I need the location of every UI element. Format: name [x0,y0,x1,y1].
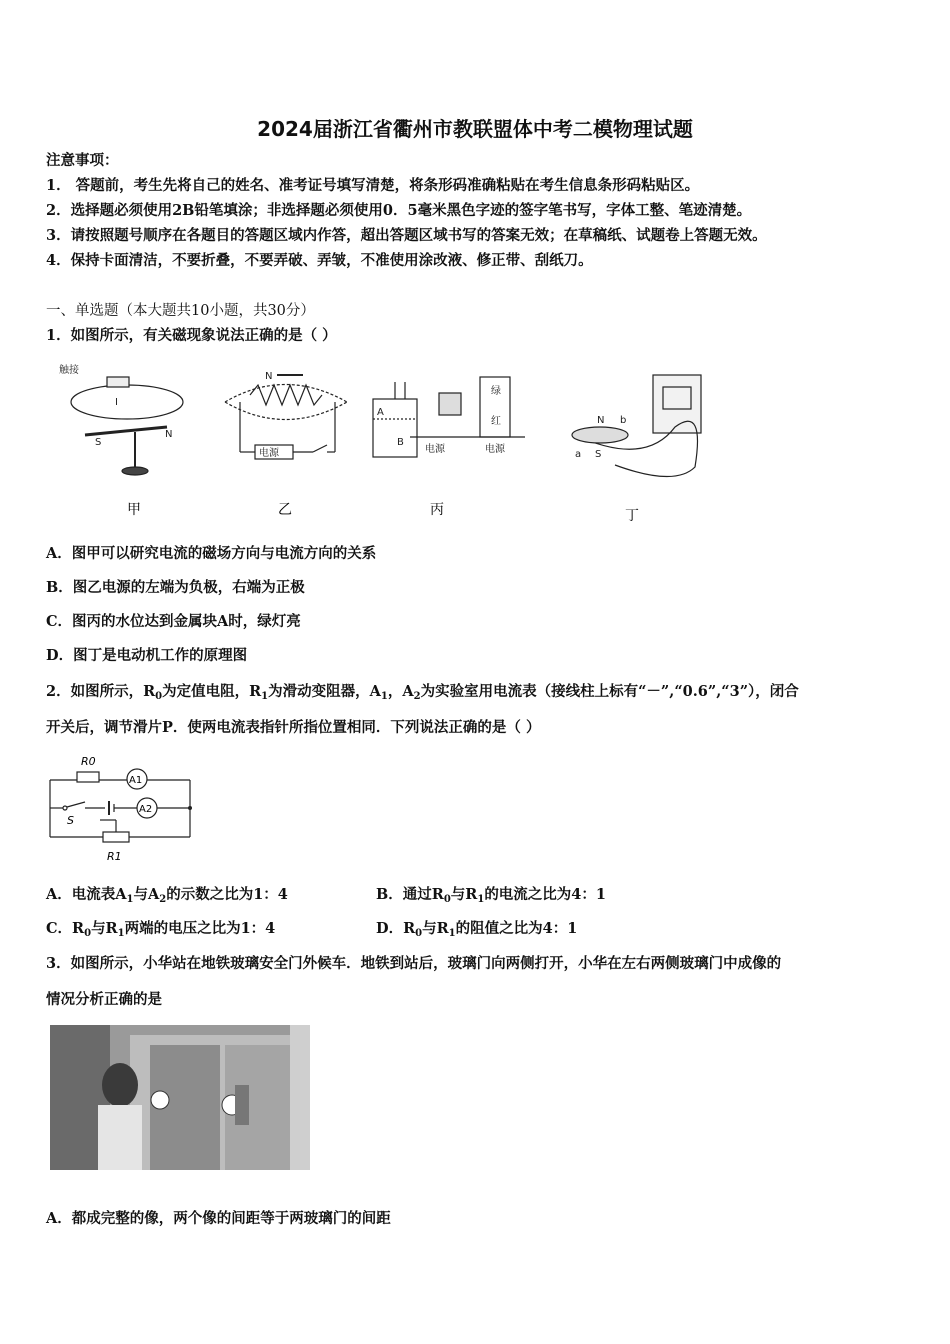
svg-text:I: I [115,397,118,408]
q1-option-c: C．图丙的水位达到金属块A时，绿灯亮 [46,613,301,630]
svg-text:绿: 绿 [491,386,501,397]
notice-item: 2．选择题必须使用2B铅笔填涂；非选择题必须使用0．5毫米黑色字迹的签字笔书写，字体工整、笔迹清楚。 [46,202,752,219]
svg-text:电源: 电源 [259,448,279,459]
notice-item: 1． 答题前，考生先将自己的姓名、准考证号填写清楚，将条形码准确粘贴在考生信息条形码粘贴区。 [46,177,700,194]
svg-text:b: b [620,415,627,426]
svg-text:S: S [95,437,102,448]
svg-text:N: N [265,371,273,382]
q2-option-b: B．通过$R_0$与$R_1$的电流之比为4：1 [376,886,606,905]
svg-text:N: N [165,429,173,440]
q1-stem: 1．如图所示，有关磁现象说法正确的是（ ） [46,327,337,344]
svg-text:R0: R0 [81,755,96,768]
label-bing: 丙 [430,502,444,518]
svg-text:a: a [575,449,582,460]
page-title: 2024届浙江省衢州市教联盟体中考二模物理试题 [257,117,693,141]
figure-ding [572,375,701,477]
section-heading: 一、单选题（本大题共10小题，共30分） [46,303,315,319]
q2-stem-line1: 2．如图所示，$R_0$为定值电阻，$R_1$为滑动变阻器，$A_1$，$A_2$为实验室用电流表（接线柱上标有“－”,“0.6”,“3”），闭合 [46,683,799,702]
notice-item: 3．请按照题号顺序在各题目的答题区域内作答，超出答题区域书写的答案无效；在草稿纸、试题卷上答题无效。 [46,227,767,244]
q2-option-c: C．$R_0$与$R_1$两端的电压之比为1：4 [46,920,276,939]
svg-text:N: N [597,415,605,426]
q1-option-b: B．图乙电源的左端为负极，右端为正极 [46,579,305,596]
q2-stem-line2: 开关后，调节滑片P．使两电流表指针所指位置相同．下列说法正确的是（ ） [46,719,541,736]
svg-text:R1: R1 [107,850,122,863]
svg-text:A1: A1 [129,775,143,786]
label-yi: 乙 [278,502,292,518]
q1-option-d: D．图丁是电动机工作的原理图 [46,647,248,664]
label-jia: 甲 [127,502,141,518]
q3-photo [50,1025,310,1170]
svg-text:S: S [67,814,74,827]
svg-text:S: S [595,449,602,460]
q2-option-d: D．$R_0$与$R_1$的阻值之比为4：1 [376,920,578,939]
figure-jia [59,363,183,475]
q3-stem-line2: 情况分析正确的是 [46,991,162,1008]
q2-circuit [45,750,195,865]
q3-stem-line1: 3．如图所示，小华站在地铁玻璃安全门外候车．地铁到站后，玻璃门向两侧打开，小华在左右两侧玻璃门中成像的 [46,955,782,972]
svg-text:红: 红 [491,416,501,427]
q1-option-a: A．图甲可以研究电流的磁场方向与电流方向的关系 [46,545,377,562]
svg-text:电源: 电源 [485,444,505,455]
label-ding: 丁 [625,508,639,524]
svg-text:A: A [377,407,384,418]
figure-bing [373,377,525,457]
svg-text:A2: A2 [139,804,153,815]
notice-item: 4．保持卡面清洁，不要折叠，不要弄破、弄皱，不准使用涂改液、修正带、刮纸刀。 [46,252,593,269]
notice-heading: 注意事项： [46,152,119,169]
q3-option-a: A．都成完整的像，两个像的间距等于两玻璃门的间距 [46,1210,391,1227]
svg-text:B: B [397,437,404,448]
figure-yi [225,371,347,459]
q1-figure [55,357,735,532]
touch-label: 触接 [59,365,79,376]
q2-option-a: A．电流表$A_1$与$A_2$的示数之比为1：4 [46,886,288,905]
svg-text:电源: 电源 [425,444,445,455]
